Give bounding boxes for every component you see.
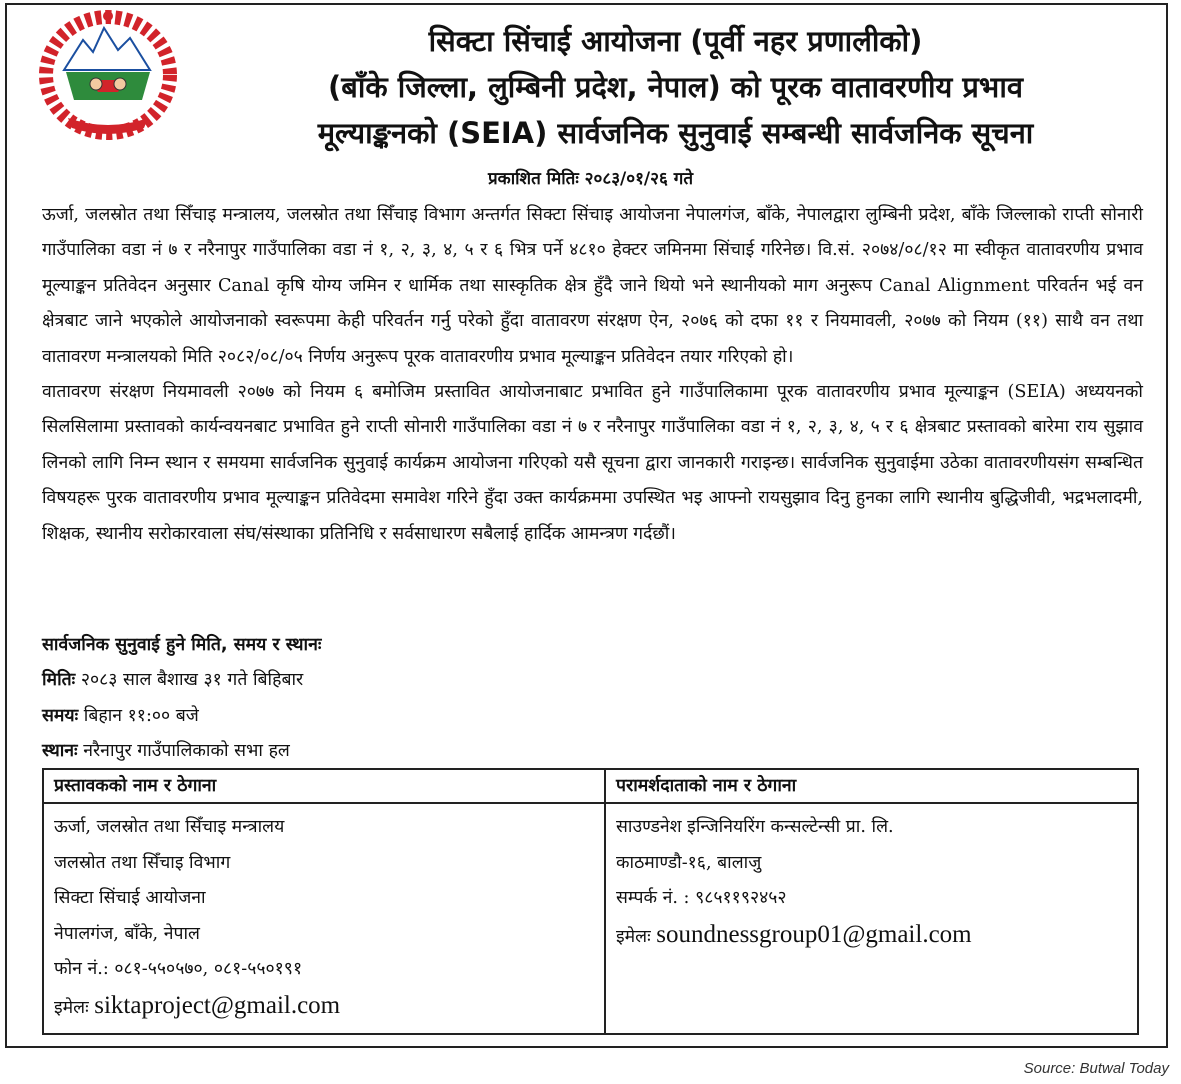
consultant-email-label: इमेलः (616, 926, 651, 947)
nepal-emblem (38, 10, 178, 140)
title-line-3: मूल्याङ्कनको (SEIA) सार्वजनिक सुनुवाई सम्बन्धी सार्वजनिक सूचना (317, 116, 1034, 150)
consultant-email[interactable]: soundnessgroup01@gmail.com (656, 920, 972, 948)
proponent-line: फोन नं.: ०८१-५५०५७०, ०८१-५५०१९१ (54, 959, 303, 980)
proponent-line: सिक्टा सिंचाई आयोजना (54, 888, 206, 909)
paragraph-1: ऊर्जा, जलस्रोत तथा सिँचाइ मन्त्रालय, जलस्रोत तथा सिँचाइ विभाग अन्तर्गत सिक्टा सिंचाइ आयोजना नेपालगंज, बाँके, नेपालद्वारा लुम्बिनी प्रदेश, बाँके जिल्लाको राप्ती सोनारी गाउँपालिका वडा नं ७ र नरैनापुर गाउँपालिका वडा नं १, २, ३, ४, ५ र ६ भित्र पर्ने ४८१० हेक्टर जमिनमा सिंचाई गरिनेछ। वि.सं. २०७४/०८/१२ मा स्वीकृत वातावरणीय प्रभाव मूल्याङ्कन प्रतिवेदन अनुसार Canal कृषि योग्य जमिन र धार्मिक तथा सास्कृतिक क्षेत्र हुँदै जाने थियो भने स्थानीयको माग अनुरूप Canal Alignment परिवर्तन भई वन क्षेत्रबाट जाने भएकोले आयोजनाको स्वरूपमा केही परिवर्तन गर्नु परेको हुँदा वातावरण संरक्षण ऐन, २०७६ को दफा ११ र नियमावली, २०७७ को नियम (११) साथै वन तथा वातावरण मन्त्रालयको मिति २०८२/०८/०५ निर्णय अनुरूप पूरक वातावरणीय प्रभाव मूल्याङ्कन प्रतिवेदन तयार गरिएको हो। (42, 205, 1143, 367)
proponent-email-label: इमेलः (54, 997, 89, 1018)
time-label: समयः (42, 705, 79, 726)
proponent-cell (43, 803, 605, 1034)
date-label: मितिः (42, 670, 76, 691)
proponent-line: नेपालगंज, बाँके, नेपाल (54, 923, 200, 944)
place-value: नरैनापुर गाउँपालिकाको सभा हल (83, 741, 290, 762)
consultant-line: साउण्डनेश इन्जिनियरिंग कन्सल्टेन्सी प्रा. लि. (616, 817, 894, 837)
published-date: प्रकाशित मितिः २०८३/०१/२६ गते (487, 169, 694, 189)
title-line-1: सिक्टा सिंचाई आयोजना (पूर्वी नहर प्रणालीको) (428, 24, 923, 58)
contacts-table (42, 768, 1139, 1035)
hearing-details (42, 628, 321, 770)
source-credit: Source: Butwal Today (1023, 1060, 1169, 1077)
notice-body (42, 198, 1143, 552)
paragraph-2: वातावरण संरक्षण नियमावली २०७७ को नियम ६ बमोजिम प्रस्तावित आयोजनाबाट प्रभावित हुने गाउँपालिकामा पूरक वातावरणीय प्रभाव मूल्याङ्कन (SEIA) अध्ययनको सिलसिलामा प्रस्तावको कार्यन्वयनबाट प्रभावित हुने राप्ती सोनारी गाउँपालिका वडा नं ७ र नरैनापुर गाउँपालिका वडा नं १, २, ३, ४, ५ र ६ क्षेत्रबाट प्रस्तावको बारेमा राय सुझाव लिनको लागि निम्न स्थान र समयमा सार्वजनिक सुनुवाई कार्यक्रम आयोजना गरिएको यसै सूचना द्वारा जानकारी गराइन्छ। सार्वजनिक सुनुवाईमा उठेका वातावरणीयसंग सम्बन्धित विषयहरू पुरक वातावरणीय प्रभाव मूल्याङ्कन प्रतिवेदमा समावेश गरिने हुँदा उक्त कार्यक्रममा उपस्थित भइ आफ्नो रायसुझाव दिनु हुनका लागि स्थानीय बुद्धिजीवी, भद्रभलादमी, शिक्षक, स्थानीय सरोकारवाला संघ/संस्थाका प्रतिनिधि र सर्वसाधारण सबैलाई हार्दिक आमन्त्रण गर्दछौं। (42, 382, 1143, 544)
proponent-header: प्रस्तावकको नाम र ठेगाना (43, 769, 605, 803)
consultant-line: सम्पर्क नं. : ९८५११९२४५२ (616, 888, 787, 909)
hearing-heading: सार्वजनिक सुनुवाई हुने मिति, समय र स्थानः (42, 635, 322, 655)
consultant-cell (605, 803, 1138, 1034)
proponent-line: जलस्रोत तथा सिँचाइ विभाग (54, 852, 231, 873)
date-value: २०८३ साल बैशाख ३१ गते बिहिबार (80, 670, 304, 691)
consultant-header: परामर्शदाताको नाम र ठेगाना (605, 769, 1138, 803)
notice-title (200, 18, 1151, 156)
proponent-line: ऊर्जा, जलस्रोत तथा सिँचाइ मन्त्रालय (54, 817, 285, 837)
place-label: स्थानः (42, 741, 78, 762)
time-value: बिहान ११:०० बजे (83, 705, 199, 726)
consultant-line: काठमाण्डौ-१६, बालाजु (616, 852, 762, 873)
title-line-2: (बाँके जिल्ला, लुम्बिनी प्रदेश, नेपाल) को पूरक वातावरणीय प्रभाव (328, 70, 1023, 104)
proponent-email[interactable]: siktaproject@gmail.com (94, 991, 341, 1019)
